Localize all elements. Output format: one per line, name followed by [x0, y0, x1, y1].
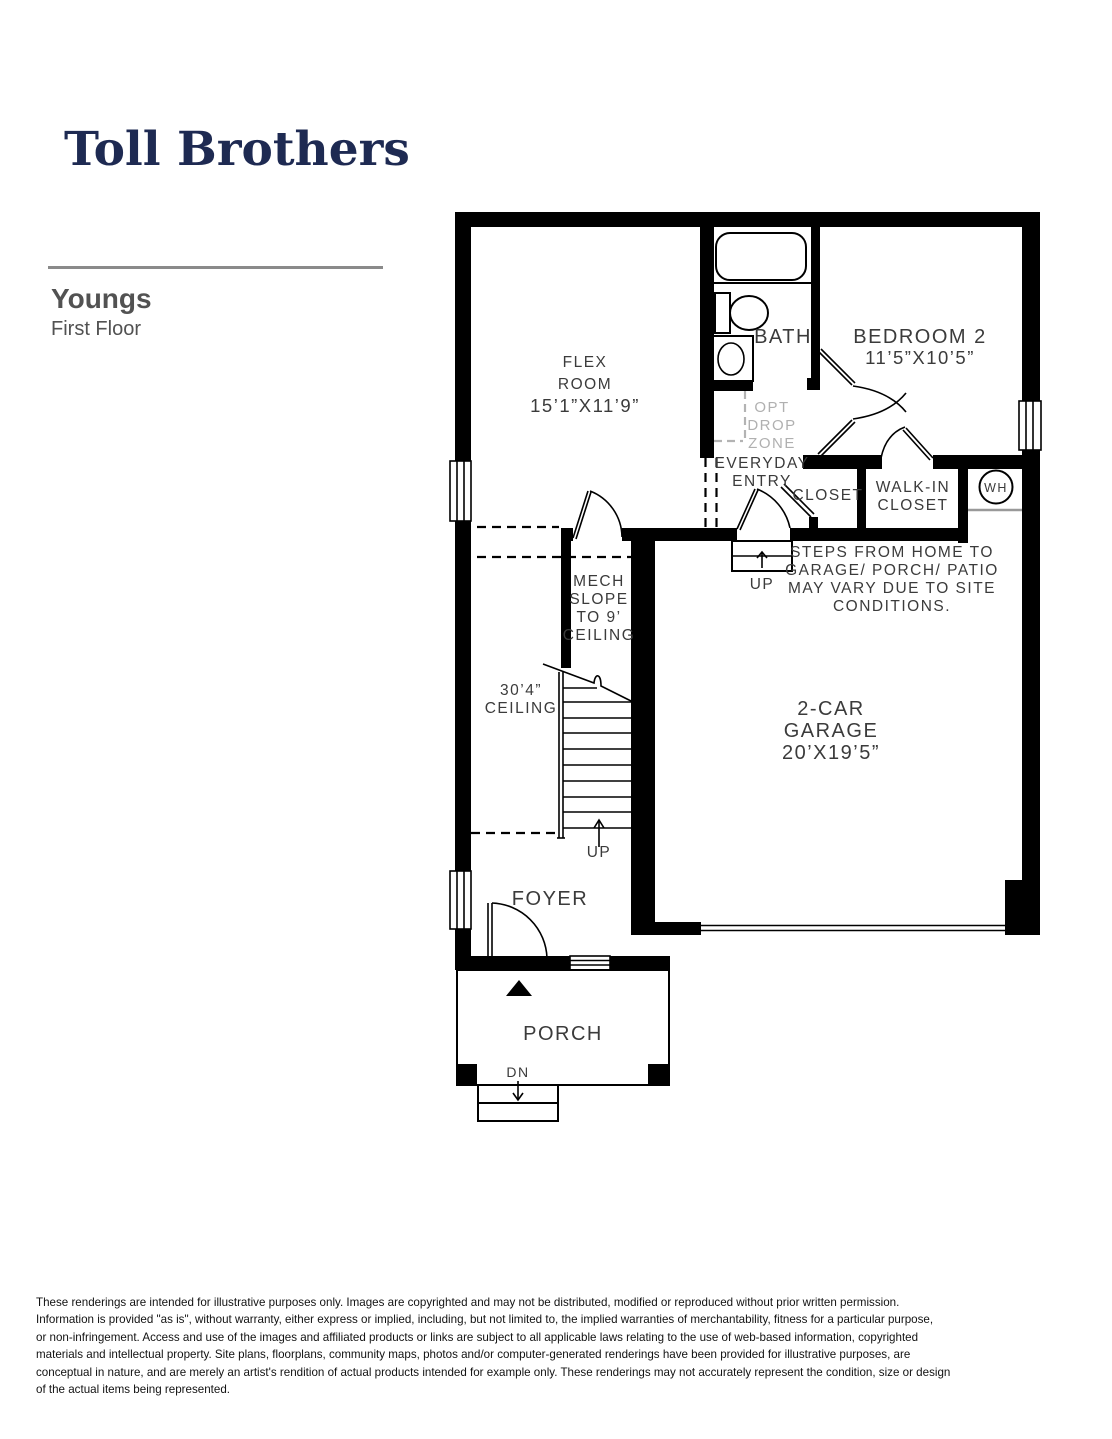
svg-text:TO 9’: TO 9’	[576, 609, 622, 626]
dn-label: DN	[506, 1064, 530, 1080]
entry-steps	[732, 541, 792, 571]
svg-text:GARAGE/ PORCH/ PATIO: GARAGE/ PORCH/ PATIO	[785, 562, 999, 579]
stair-break-line	[543, 664, 633, 702]
stair-treads	[563, 688, 633, 828]
up-stairs-label: UP	[586, 844, 612, 861]
flex-room-label: FLEX	[562, 354, 608, 371]
stair-stringer	[557, 672, 565, 838]
floorplan-container	[430, 195, 1070, 1140]
opt-drop-zone-label: OPT	[754, 399, 790, 416]
dashed-lines	[471, 458, 717, 833]
wh-label: WH	[984, 481, 1008, 495]
walk-in-closet-door	[881, 427, 933, 460]
porch-structure	[457, 970, 669, 1121]
everyday-entry-door	[737, 489, 790, 530]
closet-label: CLOSET	[792, 487, 864, 504]
svg-text:CEILING: CEILING	[562, 627, 636, 644]
bath-fixtures	[712, 233, 811, 382]
bathtub	[716, 233, 806, 280]
svg-text:SLOPE: SLOPE	[569, 591, 629, 608]
garage-dims: 20’X19’5”	[781, 742, 881, 764]
porch-down-arrow	[513, 1081, 523, 1100]
sink	[712, 336, 753, 382]
svg-text:MAY VARY DUE TO SITE: MAY VARY DUE TO SITE	[787, 580, 997, 597]
svg-text:ENTRY: ENTRY	[732, 473, 792, 490]
plan-title: Youngs	[51, 283, 152, 314]
flex-room-dims: 15’1”X11’9”	[530, 395, 640, 416]
bedroom2-door	[818, 393, 906, 456]
toll-brothers-logo: Toll Brothers	[64, 122, 410, 177]
steps-note: STEPS FROM HOME TO	[790, 544, 994, 561]
flex-room-window	[450, 461, 471, 521]
bedroom2-dims: 11’5”X10’5”	[865, 347, 975, 368]
garage-label: 2-CAR	[797, 698, 865, 720]
svg-text:CEILING: CEILING	[484, 700, 558, 717]
bedroom2-label: BEDROOM 2	[853, 326, 987, 348]
bath-label: BATH	[754, 326, 812, 348]
bedroom2-window	[1019, 401, 1041, 450]
mech-label: MECH	[573, 573, 625, 590]
svg-text:ZONE: ZONE	[748, 435, 796, 452]
entry-marker-triangle	[506, 980, 532, 996]
svg-text:GARAGE: GARAGE	[783, 720, 879, 742]
garage-door-opening	[701, 926, 1005, 931]
header-divider	[48, 266, 383, 269]
up-entry-label: UP	[749, 576, 775, 593]
ceiling-height-label: 30’4”	[500, 682, 542, 699]
foyer-window-left	[450, 871, 471, 929]
water-heater	[980, 471, 1013, 504]
flex-room-door	[573, 491, 622, 539]
floor-subtitle: First Floor	[51, 318, 141, 340]
everyday-entry-label: EVERYDAY	[714, 455, 810, 472]
walk-in-closet-label: WALK-IN	[875, 479, 951, 496]
opt-drop-zone-outline	[714, 391, 745, 441]
svg-text:ROOM: ROOM	[557, 376, 613, 393]
svg-text:CLOSET: CLOSET	[877, 497, 949, 514]
stairs-up-arrow	[594, 820, 604, 847]
foyer-window-front	[570, 956, 610, 970]
staircase	[543, 664, 633, 847]
floorplan-svg	[430, 195, 1070, 1140]
svg-text:CONDITIONS.: CONDITIONS.	[832, 598, 952, 615]
svg-text:DROP: DROP	[747, 417, 797, 434]
front-door	[488, 903, 547, 961]
foyer-label: FOYER	[511, 888, 589, 910]
disclaimer-text: These renderings are intended for illustrative purposes only. Images are copyrighted and may not be distributed, modified or reproduced without prior written permission. Information is provided "as is", without warranty, either express or implied, including, but not limited to, the implied warranties of merchantability, fitness for a particular purpose, or non-infringement. Access and use of the images and affiliated products or links are subject to all applicable laws relating to the use of web-based information, copyrighted materials and intellectual property. Site plans, floorplans, community maps, photos and/or computer-generated renderings have been provided for illustrative purposes, are conceptual in nature, and are merely an artist's rendition of actual products intended for example only. These renderings may not accurately represent the condition, size or design of the actual items being represented.	[36, 1296, 951, 1397]
porch-label: PORCH	[523, 1023, 603, 1045]
